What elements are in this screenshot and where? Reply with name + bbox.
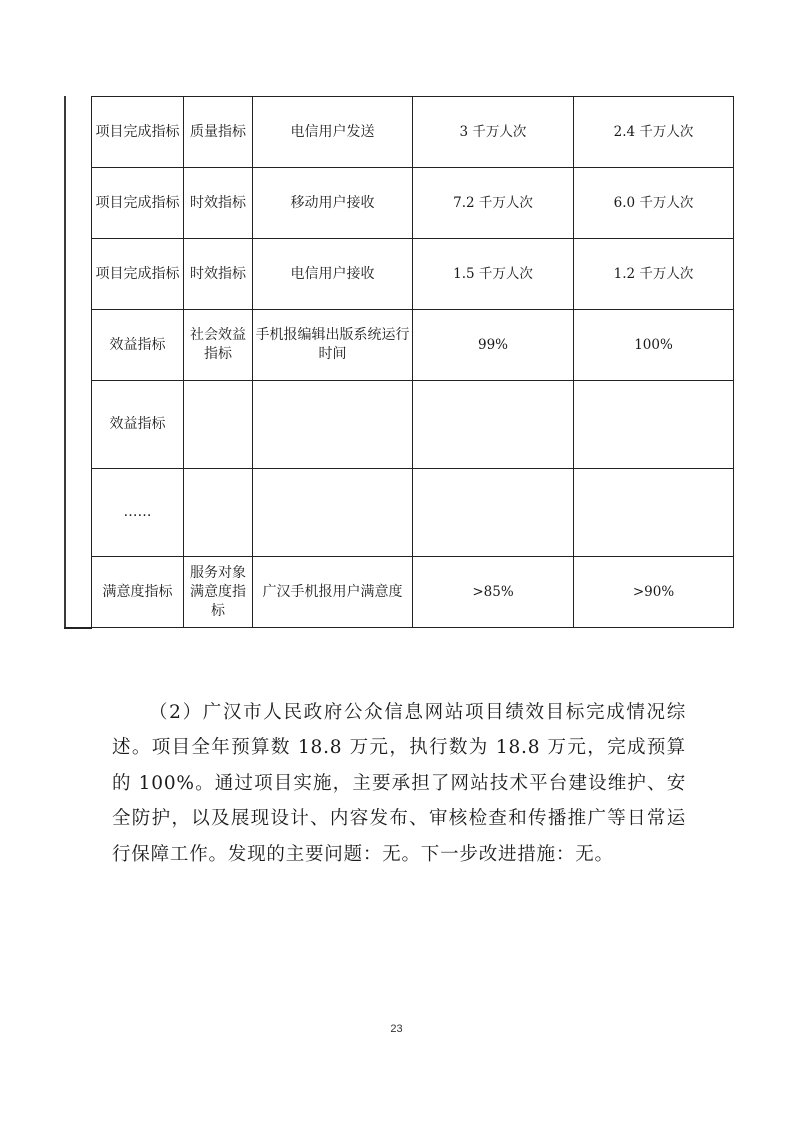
indicator-cell: 移动用户接收	[253, 168, 413, 239]
summary-paragraph: （2）广汉市人民政府公众信息网站项目绩效目标完成情况综述。项目全年预算数 18.8 万元，执行数为 18.8 万元，完成预算的 100%。通过项目实施，主要承担了网站技术平台建设维护、安全防护，以及展现设计、内容发布、审核检查和传播推广等日常运行保障工作。发现的主要问题：无。下一步改进措施：无。	[112, 701, 686, 865]
level1-cell: 项目完成指标	[92, 97, 184, 168]
level2-cell	[184, 381, 253, 469]
table-row	[92, 97, 734, 168]
level1-cell: 满意度指标	[92, 557, 184, 628]
level1-cell: ……	[92, 469, 184, 557]
indicator-cell: 电信用户发送	[253, 97, 413, 168]
level2-cell	[184, 469, 253, 557]
table-row	[92, 168, 734, 239]
indicator-cell: 广汉手机报用户满意度	[253, 557, 413, 628]
target-cell: 1.5 千万人次	[413, 239, 574, 310]
level1-cell: 项目完成指标	[92, 168, 184, 239]
level1-cell: 效益指标	[92, 381, 184, 469]
target-cell	[413, 469, 574, 557]
actual-cell: 100%	[574, 310, 734, 381]
target-cell: 99%	[413, 310, 574, 381]
actual-cell: 1.2 千万人次	[574, 239, 734, 310]
page-number: 23	[390, 1023, 403, 1035]
actual-cell	[574, 381, 734, 469]
level1-cell: 项目完成指标	[92, 239, 184, 310]
outer-table-bottom-border	[64, 627, 92, 629]
actual-cell	[574, 469, 734, 557]
level1-cell: 效益指标	[92, 310, 184, 381]
actual-cell: 6.0 千万人次	[574, 168, 734, 239]
indicator-cell: 电信用户接收	[253, 239, 413, 310]
level2-cell: 时效指标	[184, 168, 253, 239]
actual-cell: >90%	[574, 557, 734, 628]
actual-cell: 2.4 千万人次	[574, 97, 734, 168]
target-cell: 3 千万人次	[413, 97, 574, 168]
table-row	[92, 557, 734, 628]
table-row	[92, 310, 734, 381]
level2-cell: 质量指标	[184, 97, 253, 168]
table-row	[92, 381, 734, 469]
level2-cell: 社会效益指标	[184, 310, 253, 381]
indicator-cell: 手机报编辑出版系统运行时间	[253, 310, 413, 381]
table-row	[92, 239, 734, 310]
performance-indicator-table	[91, 96, 734, 628]
indicator-cell	[253, 381, 413, 469]
target-cell: 7.2 千万人次	[413, 168, 574, 239]
level2-cell: 时效指标	[184, 239, 253, 310]
level2-cell: 服务对象满意度指标	[184, 557, 253, 628]
target-cell	[413, 381, 574, 469]
indicator-cell	[253, 469, 413, 557]
target-cell: >85%	[413, 557, 574, 628]
outer-table-left-border	[64, 96, 66, 629]
table-row	[92, 469, 734, 557]
